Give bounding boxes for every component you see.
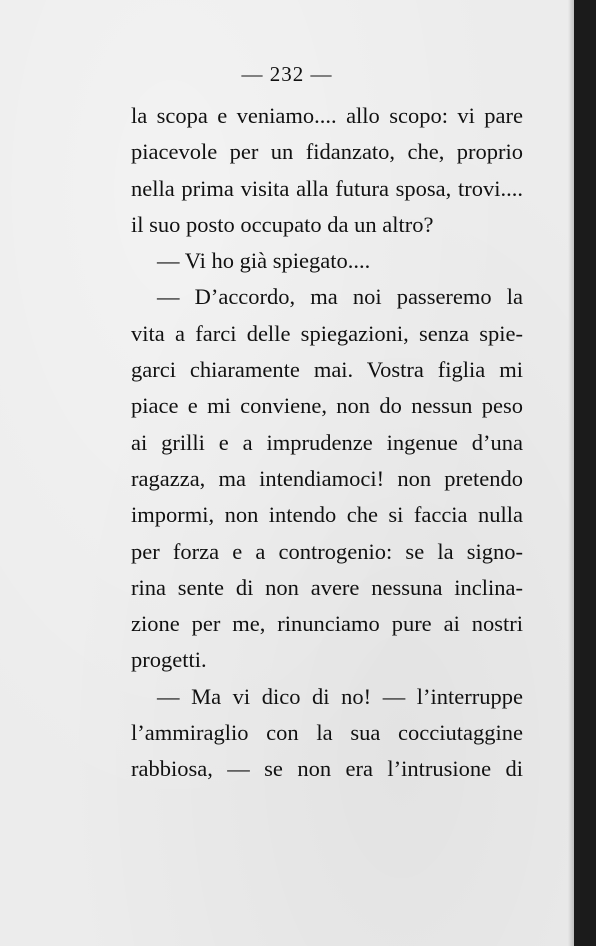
- text-line: ai grilli e a imprudenze ingenue d’una: [131, 429, 523, 455]
- text-line: impormi, non intendo che si faccia nulla: [131, 502, 523, 528]
- text-line: vita a farci delle spiegazioni, senza spie-: [131, 320, 523, 346]
- text-line: la scopa e veniamo.... allo scopo: vi pare: [131, 103, 523, 128]
- text-line: — D’accordo, ma noi passeremo la: [157, 284, 523, 310]
- text-line: nella prima visita alla futura sposa, trovi....: [131, 175, 523, 201]
- text-line: progetti.: [131, 647, 207, 673]
- text-line: rina sente di non avere nessuna inclina-: [131, 574, 523, 600]
- text-line: zione per me, rinunciamo pure ai nostri: [131, 611, 523, 637]
- page-number: — 232 —: [241, 62, 333, 86]
- text-line: piace e mi conviene, non do nessun peso: [131, 393, 523, 419]
- text-line: garci chiaramente mai. Vostra figlia mi: [131, 357, 523, 383]
- body-text: [131, 98, 523, 788]
- book-binding: [574, 0, 596, 946]
- text-line: ragazza, ma intendiamoci! non pretendo: [131, 465, 523, 491]
- text-line: il suo posto occupato da un altro?: [131, 211, 434, 237]
- text-line: l’ammiraglio con la sua cocciutaggine: [131, 720, 523, 746]
- text-line: rabbiosa, — se non era l’intrusione di: [131, 756, 523, 782]
- text-line: — Ma vi dico di no! — l’interruppe: [157, 683, 523, 709]
- text-line: — Vi ho già spiegato....: [157, 248, 371, 274]
- text-line: per forza e a controgenio: se la signo-: [131, 538, 523, 564]
- text-line: piacevole per un fidanzato, che, proprio: [131, 139, 523, 165]
